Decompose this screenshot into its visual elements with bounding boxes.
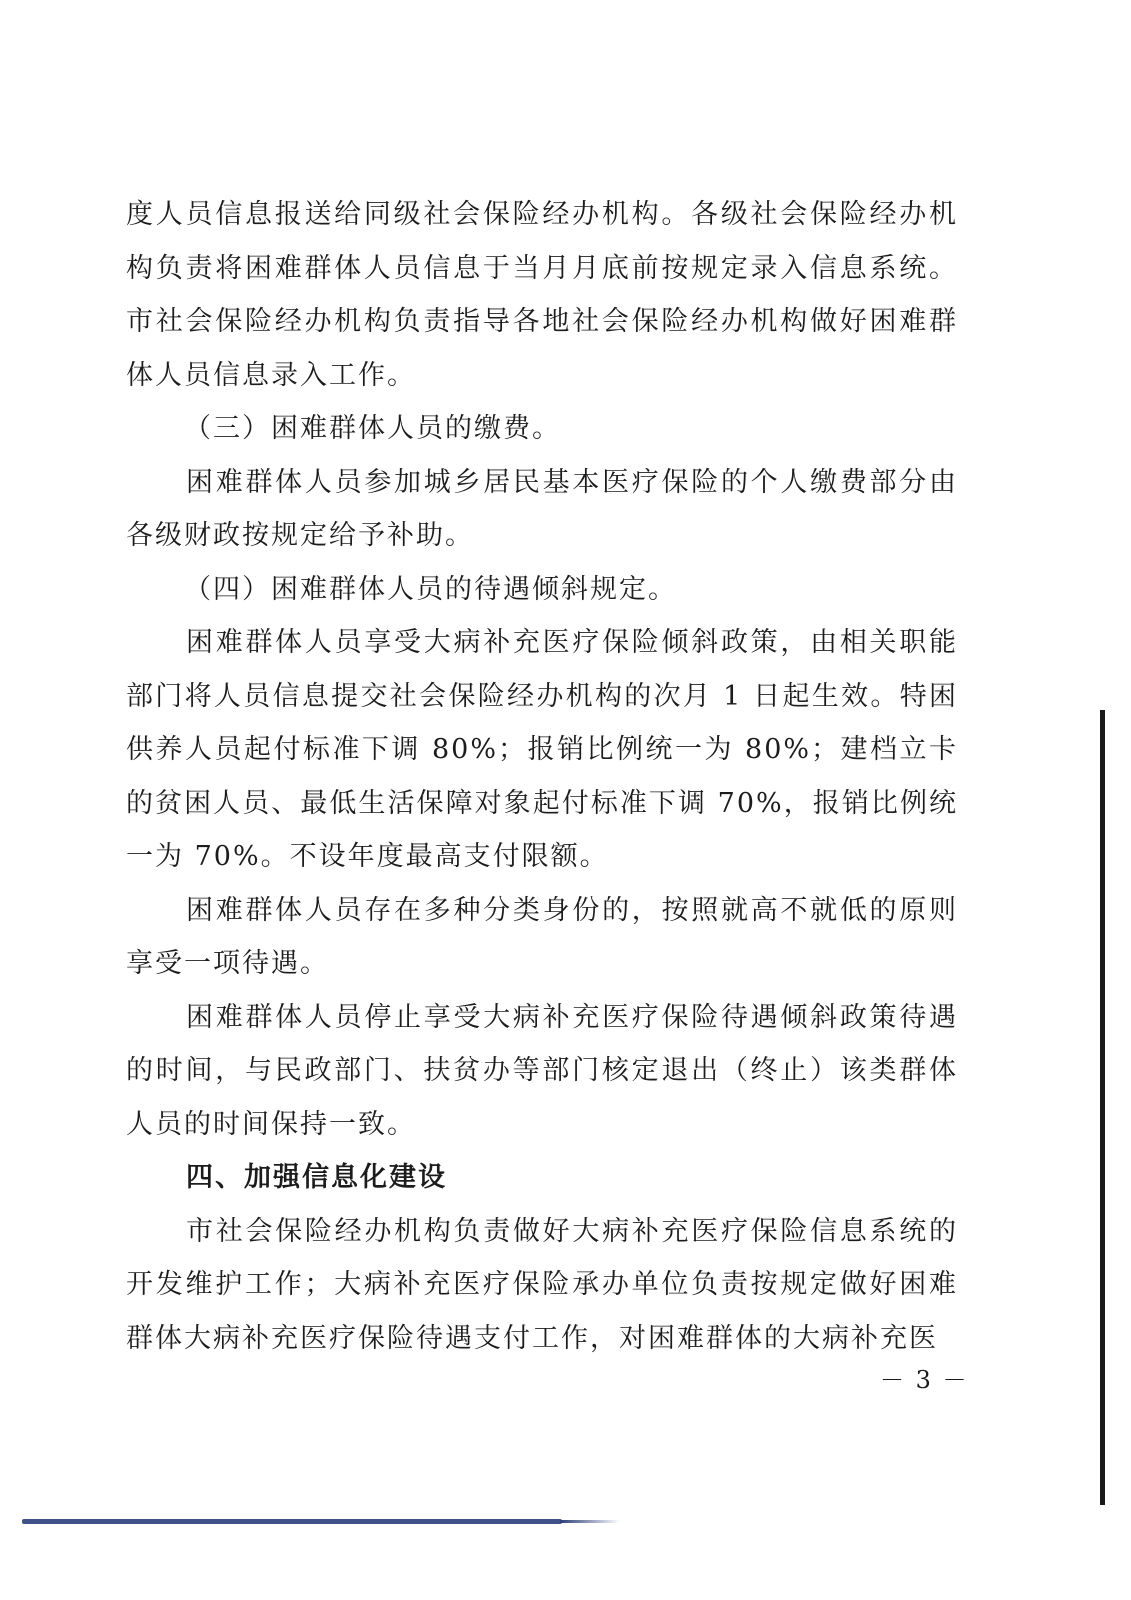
paragraph-termination: 困难群体人员停止享受大病补充医疗保险待遇倾斜政策待遇的时间，与民政部门、扶贫办等部门核定退出（终止）该类群体人员的时间保持一致。	[126, 1001, 958, 1140]
scan-edge-line-right	[1100, 710, 1105, 1505]
paragraph-multiple-identities: 困难群体人员存在多种分类身份的，按照就高不就低的原则享受一项待遇。	[126, 894, 958, 979]
paragraph-contribution: 困难群体人员参加城乡居民基本医疗保险的个人缴费部分由各级财政按规定给予补助。	[126, 466, 958, 551]
paragraph-informatization: 市社会保险经办机构负责做好大病补充医疗保险信息系统的开发维护工作；大病补充医疗保险承办单位负责按规定做好困难群体大病补充医疗保险待遇支付工作，对困难群体的大病补充医	[126, 1215, 958, 1354]
paragraph-benefits: 困难群体人员享受大病补充医疗保险倾斜政策，由相关职能部门将人员信息提交社会保险经办机构的次月 1 日起生效。特困供养人员起付标准下调 80%；报销比例统一为 80%；建档立卡的贫困人员、最低生活保障对象起付标准下调 70%，报销比例统一为 70%。不设年度最高支付限额。	[126, 627, 958, 872]
paragraph-continued: 度人员信息报送给同级社会保险经办机构。各级社会保险经办机构负责将困难群体人员信息于当月月底前按规定录入信息系统。市社会保险经办机构负责指导各地社会保险经办机构做好困难群体人员信息录入工作。	[126, 199, 958, 391]
sub-heading-benefits: （四）困难群体人员的待遇倾斜规定。	[184, 573, 677, 605]
page-number: － 3 －	[880, 1366, 969, 1394]
sub-heading-contribution: （三）困难群体人员的缴费。	[184, 413, 561, 444]
document-body	[126, 188, 958, 1365]
section-heading-informatization: 四、加强信息化建设	[186, 1162, 447, 1193]
scan-edge-line-bottom	[22, 1519, 562, 1524]
scan-edge-line-bottom-fade	[560, 1520, 620, 1523]
